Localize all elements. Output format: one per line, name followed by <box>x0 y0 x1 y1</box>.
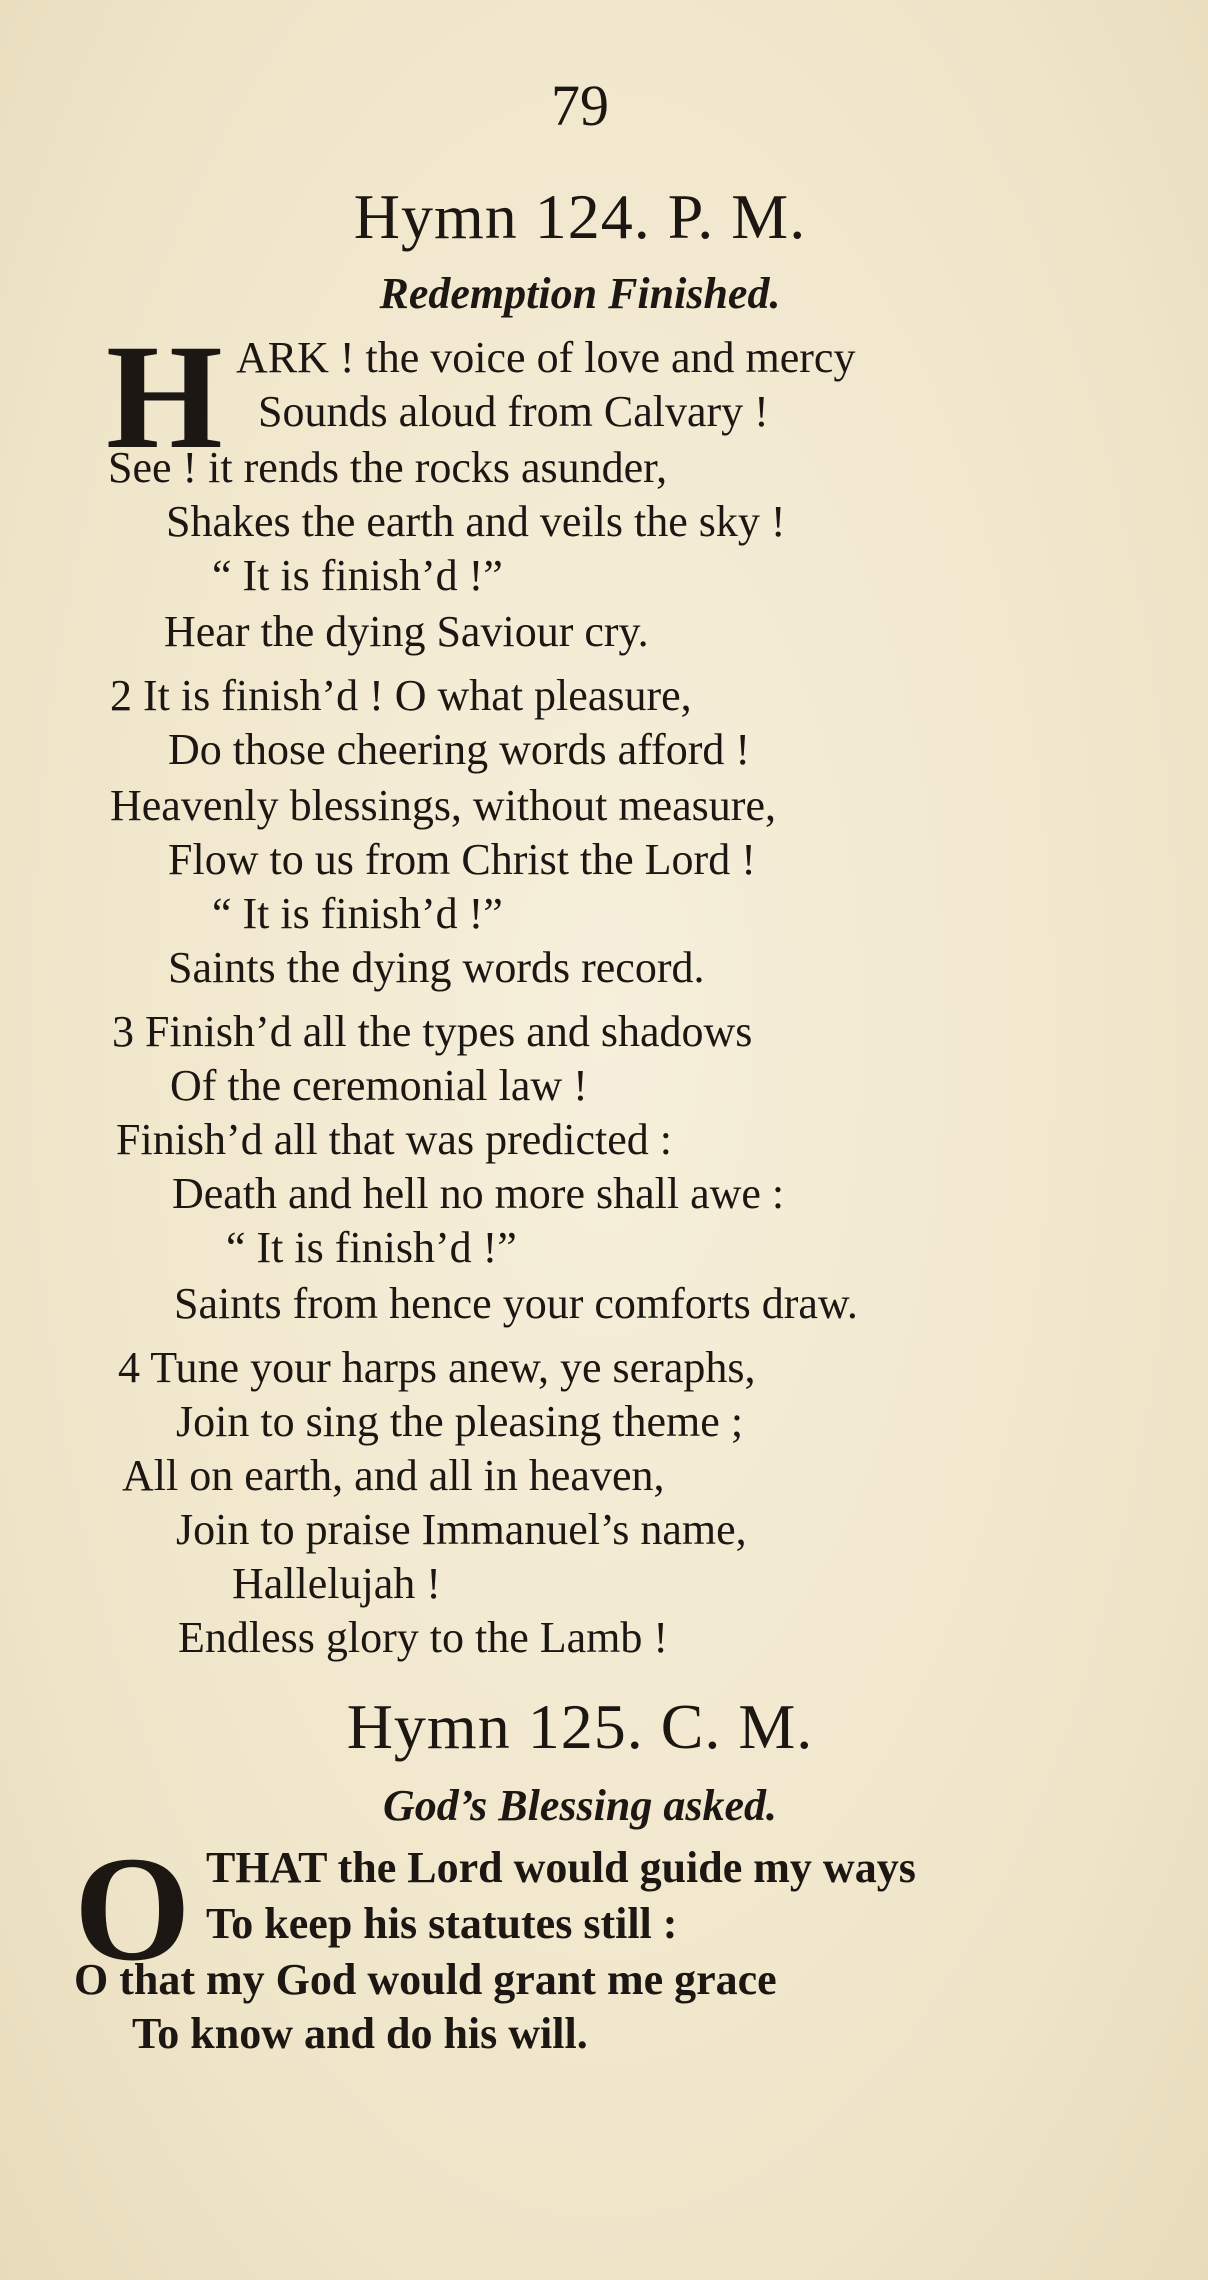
hymn-124-line: Saints from hence your comforts draw. <box>174 1279 858 1328</box>
hymn-124-line: See ! it rends the rocks asunder, <box>108 443 668 492</box>
hymn-124-line: Heavenly blessings, without measure, <box>110 781 776 830</box>
hymn-124-line: Of the ceremonial law ! <box>170 1061 588 1110</box>
hymn-124-line: Hear the dying Saviour cry. <box>164 607 649 656</box>
hymn-124-drop-cap: H <box>106 314 223 480</box>
hymn-124-line: “ It is finish’d !” <box>226 1223 517 1272</box>
hymn-124-line: Flow to us from Christ the Lord ! <box>168 835 756 884</box>
hymn-124-line: Endless glory to the Lamb ! <box>178 1613 669 1662</box>
hymn-124-line: 2 It is finish’d ! O what pleasure, <box>110 671 692 720</box>
hymn-124-line: 4 Tune your harps anew, ye seraphs, <box>118 1343 756 1392</box>
hymn-124-line: Shakes the earth and veils the sky ! <box>166 497 786 546</box>
hymn-124-line: Do those cheering words afford ! <box>168 725 751 774</box>
hymn-124-line: “ It is finish’d !” <box>212 551 503 600</box>
page-number: 79 <box>551 73 609 138</box>
hymn-124-line: “ It is finish’d !” <box>212 889 503 938</box>
hymn-124-line: Death and hell no more shall awe : <box>172 1169 785 1218</box>
hymn-125-line: To know and do his will. <box>132 2009 588 2058</box>
hymn-124-line: ARK ! the voice of love and mercy <box>236 333 856 382</box>
hymn-124-line: Finish’d all that was predicted : <box>116 1115 672 1164</box>
hymn-124-line: Join to sing the pleasing theme ; <box>176 1397 744 1446</box>
hymn-124-line: All on earth, and all in heaven, <box>122 1451 665 1500</box>
hymn-124-title: Hymn 124. P. M. <box>353 181 807 252</box>
hymn-124-line: 3 Finish’d all the types and shadows <box>112 1007 753 1056</box>
hymn-124-subtitle: Redemption Finished. <box>379 269 781 318</box>
hymn-124-line: Join to praise Immanuel’s name, <box>176 1505 747 1554</box>
hymn-125-drop-cap: O <box>74 1826 191 1992</box>
hymn-125-line: THAT the Lord would guide my ways <box>206 1843 916 1892</box>
hymn-125-line: O that my God would grant me grace <box>74 1955 777 2004</box>
hymn-125-title: Hymn 125. C. M. <box>346 1691 814 1762</box>
hymn-124-line: Hallelujah ! <box>232 1559 441 1608</box>
hymn-124-line: Saints the dying words record. <box>168 943 705 992</box>
hymn-125-subtitle: God’s Blessing asked. <box>383 1781 777 1830</box>
hymn-124-line: Sounds aloud from Calvary ! <box>258 387 769 436</box>
hymn-125-line: To keep his statutes still : <box>206 1899 678 1948</box>
